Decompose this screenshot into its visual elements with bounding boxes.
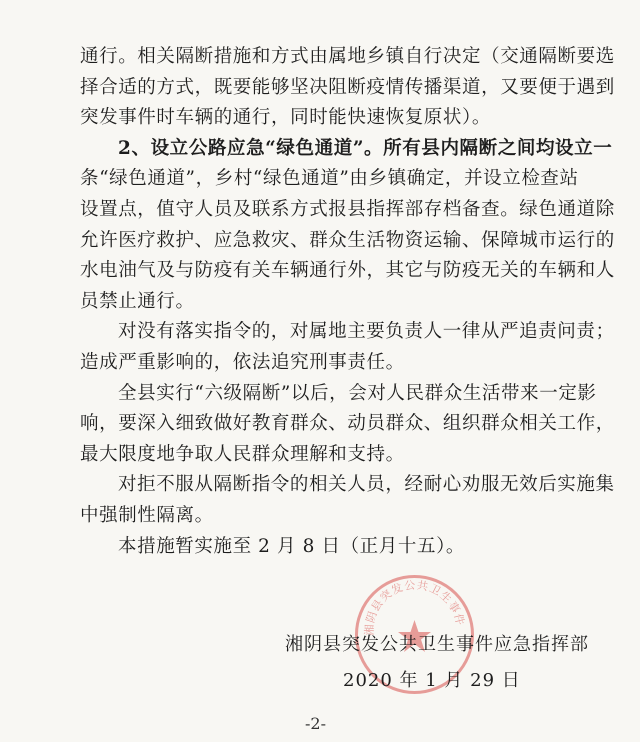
text-line: 择合适的方式，既要能够坚决阻断疫情传播渠道，又要便于遇到 xyxy=(80,76,615,98)
document-body xyxy=(80,42,615,562)
text-line: 2、设立公路应急“绿色通道”。所有县内隔断之间均设立一 xyxy=(118,137,613,159)
issue-date: 2020 年 1 月 29 日 xyxy=(343,670,521,691)
text-line: 响，要深入细致做好教育群众、动员群众、组织群众相关工作， xyxy=(80,413,615,435)
text-line: 水电油气及与防疫有关车辆通行外，其它与防疫无关的车辆和人 xyxy=(80,260,615,282)
text-line: 允许医疗救护、应急救灾、群众生活物资运输、保障城市运行的 xyxy=(80,229,615,251)
text-line: 本措施暂实施至 2 月 8 日（正月十五）。 xyxy=(118,535,466,557)
seal-text: 湘阴县突发公共卫生事件 xyxy=(362,578,467,636)
text-line: 中强制性隔离。 xyxy=(80,504,214,526)
page-number: -2- xyxy=(305,714,326,733)
text-line: 条“绿色通道”，乡村“绿色通道”由乡镇确定，并设立检查站 xyxy=(80,168,579,190)
text-line: 最大限度地争取人民群众理解和支持。 xyxy=(80,443,405,465)
issuer-signature: 湘阴县突发公共卫生事件应急指挥部 xyxy=(285,634,589,655)
text-line: 突发事件时车辆的通行，同时能快速恢复原状）。 xyxy=(80,107,491,129)
text-line: 通行。相关隔断措施和方式由属地乡镇自行决定（交通隔断要选 xyxy=(80,46,615,67)
text-line: 对拒不服从隔断指令的相关人员，经耐心劝服无效后实施集 xyxy=(118,474,615,496)
text-line: 造成严重影响的，依法追究刑事责任。 xyxy=(80,351,405,373)
text-line: 全县实行“六级隔断”以后，会对人民群众生活带来一定影 xyxy=(118,382,597,404)
text-line: 设置点，值守人员及联系方式报县指挥部存档备查。绿色通道除 xyxy=(80,198,615,220)
text-line: 对没有落实指令的，对属地主要负责人一律从严追责问责； xyxy=(118,321,615,343)
text-line: 员禁止通行。 xyxy=(80,290,195,312)
